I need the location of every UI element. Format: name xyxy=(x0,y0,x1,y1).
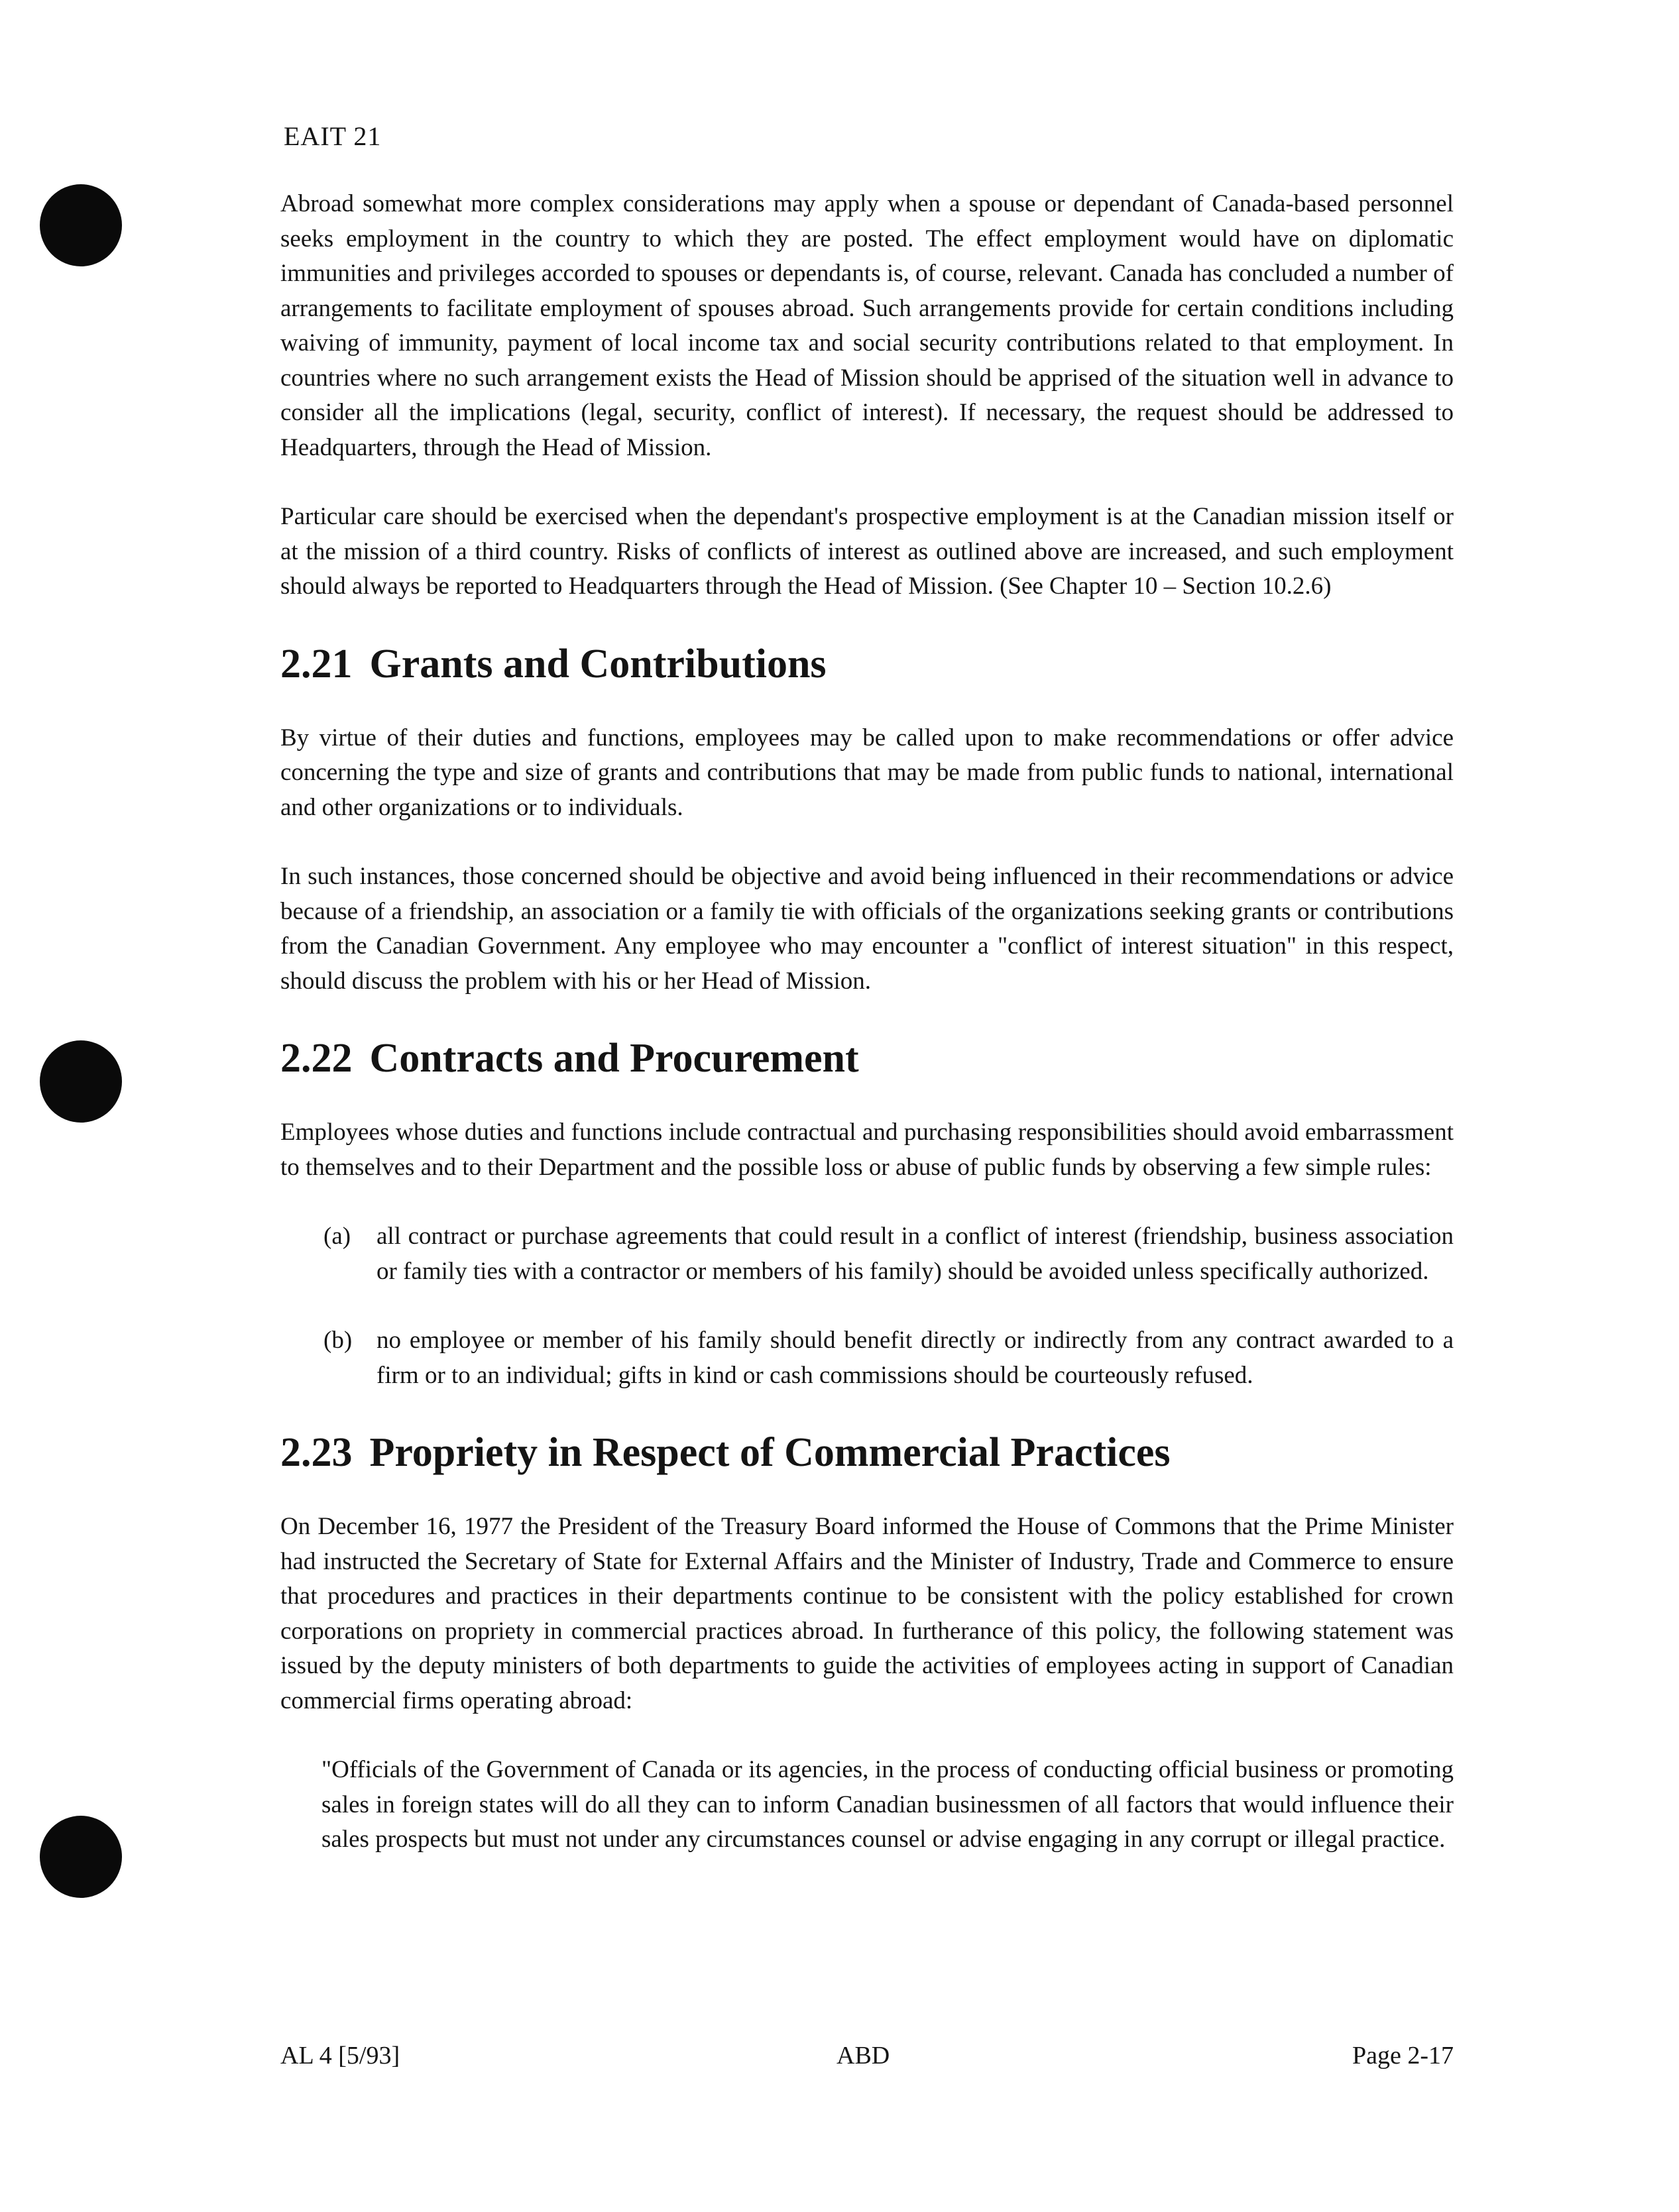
footer-center-code: ABD xyxy=(837,2042,890,2070)
document-code: EAIT 21 xyxy=(284,121,382,151)
paragraph-contracts-intro: Employees whose duties and functions include contractual and purchasing responsibilities should avoid embarrassment to themselves and to their Department and the possible loss or abuse of public funds by observing a few simple rules: xyxy=(280,1119,1454,1181)
section-title: Propriety in Respect of Commercial Practices xyxy=(369,1430,1171,1475)
section-heading-2-22 xyxy=(280,1033,1454,1083)
footer-amendment-code: AL 4 [5/93] xyxy=(280,2042,400,2070)
binder-hole xyxy=(40,1816,122,1898)
section-heading-2-21 xyxy=(280,639,1454,689)
binder-hole xyxy=(40,1040,122,1123)
section-number: 2.21 xyxy=(280,641,353,687)
block-quote: "Officials of the Government of Canada or its agencies, in the process of conducting official business or promoting sales in foreign states will do all they can to inform Canadian businessmen of all factors that would influence their sales prospects but must not under any circumstances counsel or advise engaging in any corrupt or illegal practice. xyxy=(321,1756,1454,1853)
footer-page-number: Page 2-17 xyxy=(1352,2042,1454,2070)
paragraph-grants-2: In such instances, those concerned should be objective and avoid being influenced in their recommendations or advice because of a friendship, an association or a family tie with officials of the organizations seeking grants or contributions from the Canadian Government. Any employee who may encounter a "conflict of interest situation" in this respect, should discuss the problem with his or her Head of Mission. xyxy=(280,863,1454,995)
binder-hole xyxy=(40,184,122,266)
section-heading-2-23 xyxy=(280,1427,1454,1478)
paragraph-commercial-practices: On December 16, 1977 the President of the Treasury Board informed the House of Commons that the Prime Minister had instructed the Secretary of State for External Affairs and the Minister of Industry, Trade and Commerce to ensure that procedures and practices in their departments continue to be consistent with the policy established for crown corporations on propriety in commercial practices abroad. In furtherance of this policy, the following statement was issued by the deputy ministers of both departments to guide the activities of employees acting in support of Canadian commercial firms operating abroad: xyxy=(280,1513,1454,1714)
list-item xyxy=(323,1323,1454,1393)
list-item xyxy=(323,1219,1454,1289)
paragraph-particular-care: Particular care should be exercised when the dependant's prospective employment is at the Canadian mission itself or at the mission of a third country. Risks of conflicts of interest as outlined above are increased, and such employment should always be reported to Headquarters through the Head of Mission. (See Chapter 10 – Section 10.2.6) xyxy=(280,503,1454,600)
paragraph-abroad: Abroad somewhat more complex considerations may apply when a spouse or dependant of Canada-based personnel seeks employment in the country to which they are posted. The effect employment would have on diplomatic immunities and privileges accorded to spouses or dependants is, of course, relevant. Canada has concluded a number of arrangements to facilitate employment of spouses abroad. Such arrangements provide for certain conditions including waiving of immunity, payment of local income tax and social security contributions related to that employment. In countries where no such arrangement exists the Head of Mission should be apprised of the situation well in advance to consider all the implications (legal, security, conflict of interest). If necessary, the request should be addressed to Headquarters, through the Head of Mission. xyxy=(280,190,1454,461)
list-item-text: no employee or member of his family should benefit directly or indirectly from any contract awarded to a firm or to an individual; gifts in kind or cash commissions should be courteously refused. xyxy=(376,1327,1454,1389)
list-marker: (a) xyxy=(323,1223,351,1250)
section-title: Grants and Contributions xyxy=(369,641,827,687)
paragraph-grants-1: By virtue of their duties and functions, employees may be called upon to make recommendations or offer advice concerning the type and size of grants and contributions that may be made from public funds to national, international and other organizations or to individuals. xyxy=(280,724,1454,821)
list-marker: (b) xyxy=(323,1327,353,1354)
section-number: 2.22 xyxy=(280,1036,353,1081)
section-number: 2.23 xyxy=(280,1430,353,1475)
list-item-text: all contract or purchase agreements that could result in a conflict of interest (friendship, business association or family ties with a contractor or members of his family) should be avoided unless specifically authorized. xyxy=(376,1223,1454,1285)
section-title: Contracts and Procurement xyxy=(369,1036,859,1081)
page-body xyxy=(280,187,1454,1857)
